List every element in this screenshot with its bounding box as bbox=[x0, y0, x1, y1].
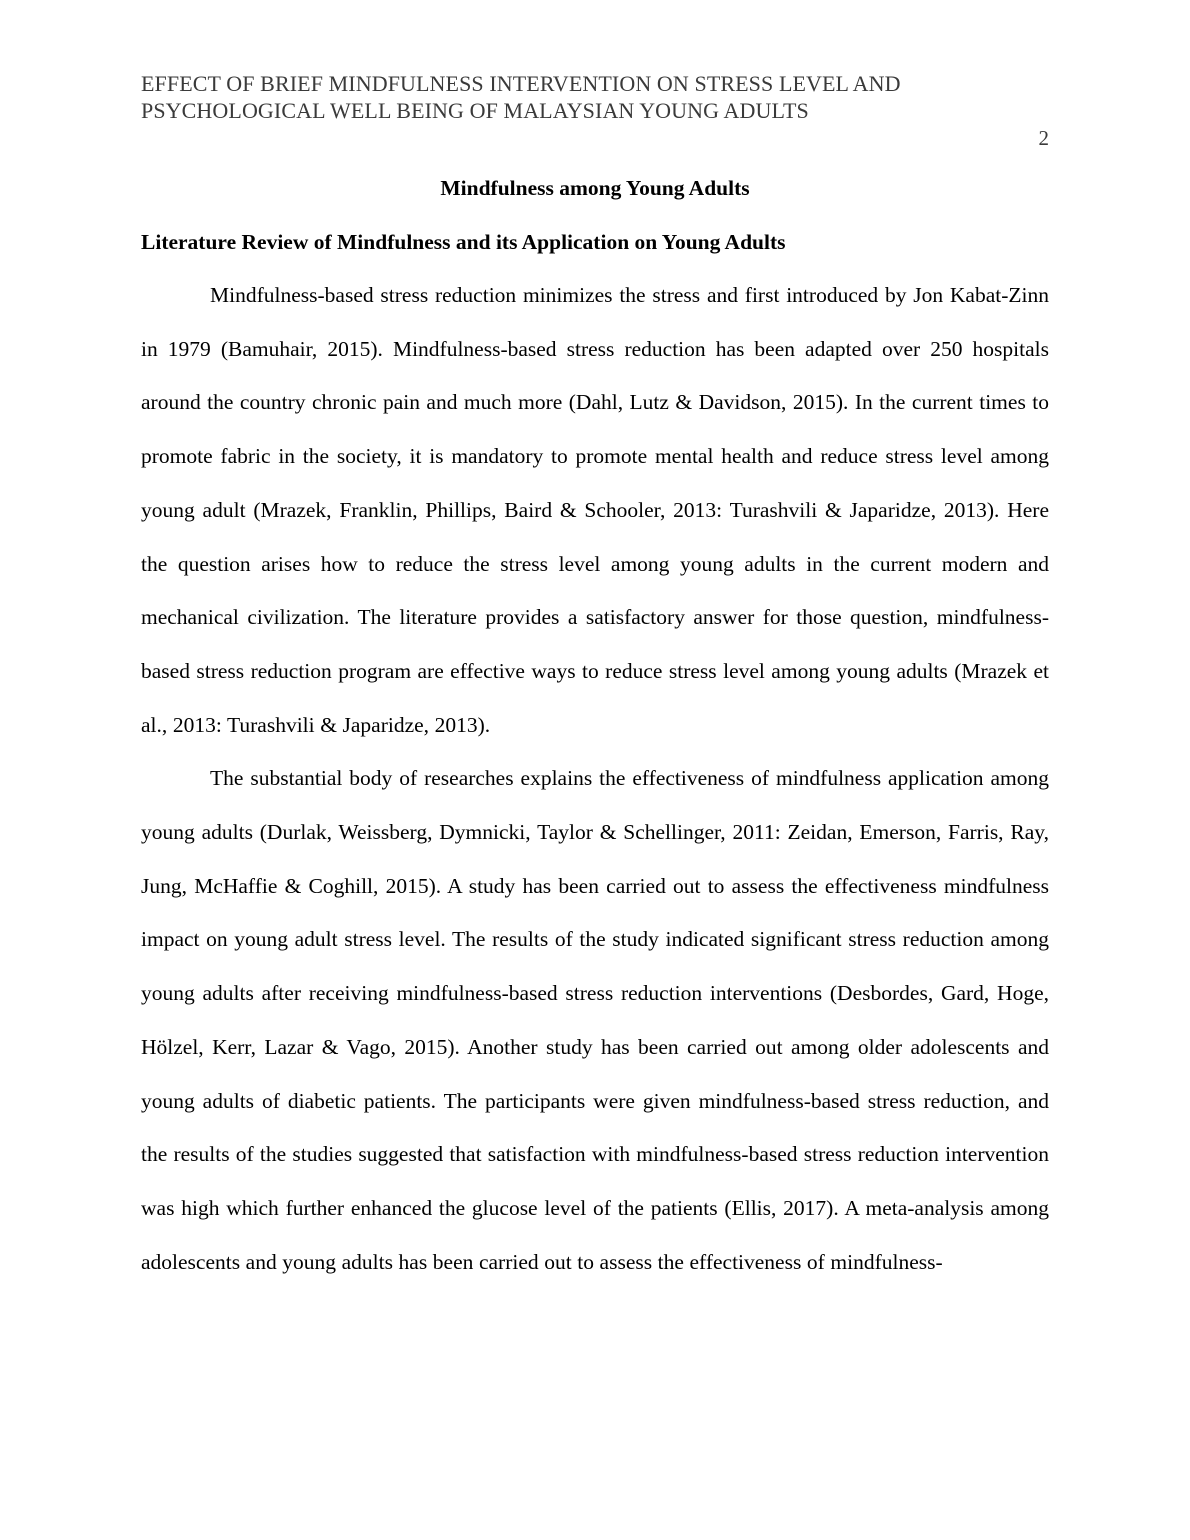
document-title: Mindfulness among Young Adults bbox=[440, 176, 750, 200]
section-heading: Literature Review of Mindfulness and its Application on Young Adults bbox=[141, 230, 786, 254]
running-head: EFFECT OF BRIEF MINDFULNESS INTERVENTION ON STRESS LEVEL AND PSYCHOLOGICAL WELL BEING OF MALAYSIAN YOUNG ADULTS bbox=[141, 71, 901, 123]
paragraph: The substantial body of researches explains the effectiveness of mindfulness application among young adults (Durlak, Weissberg, Dymnicki, Taylor & Schellinger, 2011: Zeidan, Emerson, Farris, Ray, Jung, McHaffie & Coghill, 2015). A study has been carried out to assess the effectiveness mindfulness impact on young adult stress level. The results of the study indicated significant stress reduction among young adults after receiving mindfulness-based stress reduction interventions (Desbordes, Gard, Hoge, Hölzel, Kerr, Lazar & Vago, 2015). Another study has been carried out among older adolescents and young adults of diabetic patients. The participants were given mindfulness-based stress reduction, and the results of the studies suggested that satisfaction with mindfulness-based stress reduction intervention was high which further enhanced the glucose level of the patients (Ellis, 2017). A meta-analysis among adolescents and young adults has been carried out to assess the effectiveness of mindfulness- bbox=[141, 766, 1049, 1274]
paragraph: Mindfulness-based stress reduction minimizes the stress and first introduced by Jon Kabat-Zinn in 1979 (Bamuhair, 2015). Mindfulness-based stress reduction has been adapted over 250 hospitals around the country chronic pain and much more (Dahl, Lutz & Davidson, 2015). In the current times to promote fabric in the society, it is mandatory to promote mental health and reduce stress level among young adult (Mrazek, Franklin, Phillips, Baird & Schooler, 2013: Turashvili & Japaridze, 2013). Here the question arises how to reduce the stress level among young adults in the current modern and mechanical civilization. The literature provides a satisfactory answer for those question, mindfulness-based stress reduction program are effective ways to reduce stress level among young adults (Mrazek et al., 2013: Turashvili & Japaridze, 2013). bbox=[141, 283, 1049, 737]
page-number: 2 bbox=[1038, 126, 1049, 150]
body-text bbox=[141, 269, 1049, 1289]
